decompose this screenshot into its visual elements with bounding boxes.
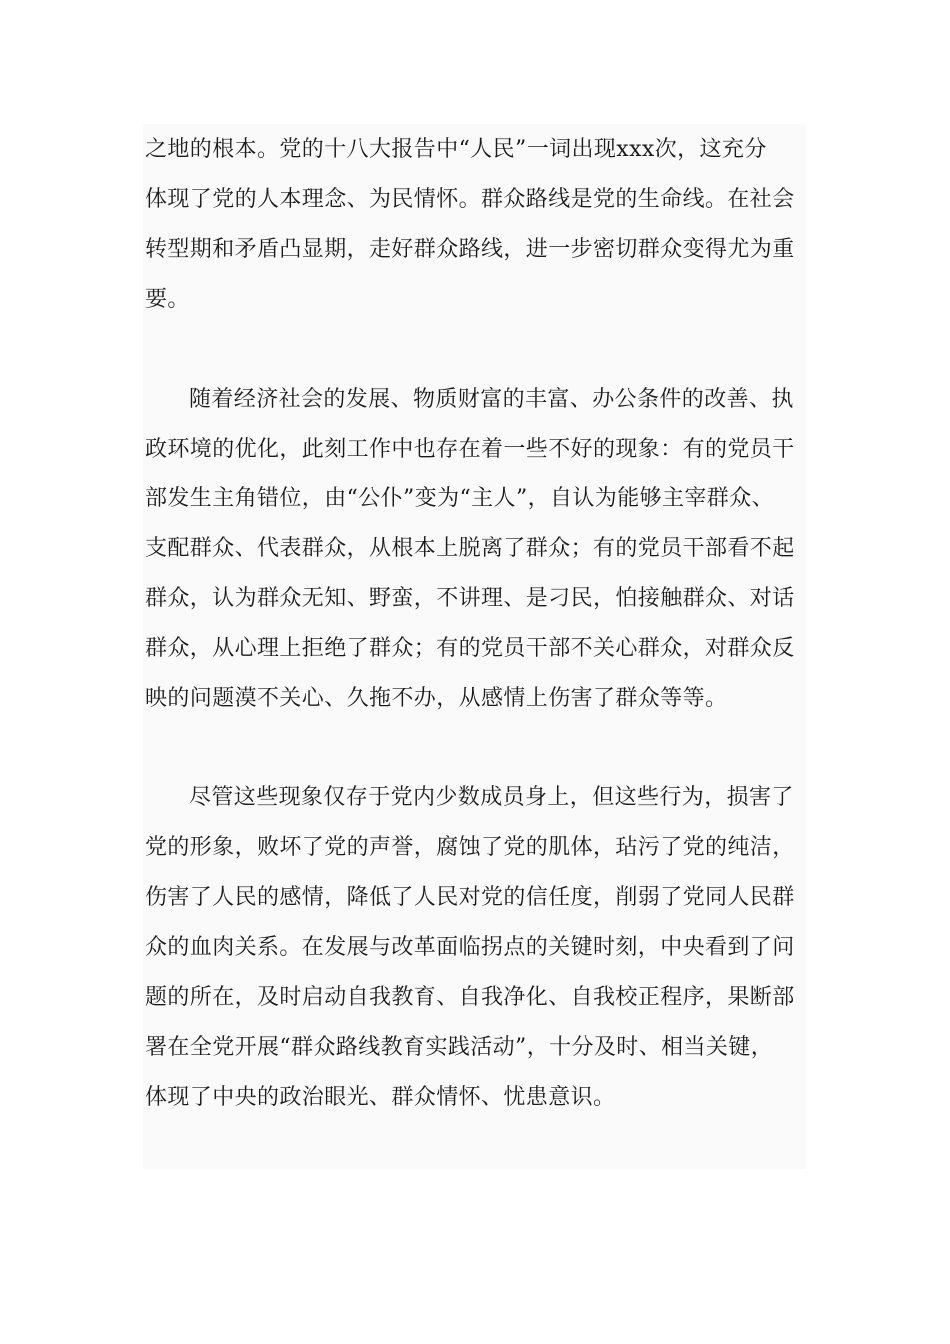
paragraph-2-line-6: 群众，从心理上拒绝了群众；有的党员干部不关心群众，对群众反 [145, 636, 795, 661]
paragraph-1-line-3: 转型期和矛盾凸显期，走好群众路线，进一步密切群众变得尤为重 [145, 237, 795, 262]
paragraph-2-line-2: 政环境的优化，此刻工作中也存在着一些不好的现象：有的党员干 [145, 437, 795, 462]
paragraph-3-line-2: 党的形象，败坏了党的声誉，腐蚀了党的肌体，玷污了党的纯洁， [145, 835, 795, 860]
paragraph-3-line-6: 署在全党开展“群众路线教育实践活动”，十分及时、相当关键， [145, 1035, 774, 1060]
paragraph-3-line-7: 体现了中央的政治眼光、群众情怀、忧患意识。 [145, 1085, 616, 1110]
paragraph-1-line-2: 体现了党的人本理念、为民情怀。群众路线是党的生命线。在社会 [145, 187, 795, 212]
paragraph-2-line-3: 部发生主角错位，由“公仆”变为“主人”，自认为能够主宰群众、 [145, 486, 774, 511]
paragraph-3-line-3: 伤害了人民的感情，降低了人民对党的信任度，削弱了党同人民群 [145, 885, 795, 910]
document-page [143, 124, 806, 1169]
paragraph-2-line-5: 群众，认为群众无知、野蛮，不讲理、是刁民，怕接触群众、对话 [145, 586, 795, 611]
paragraph-2-line-4: 支配群众、代表群众，从根本上脱离了群众；有的党员干部看不起 [145, 536, 795, 561]
paragraph-3-line-4: 众的血肉关系。在发展与改革面临拐点的关键时刻，中央看到了问 [145, 935, 795, 960]
paragraph-3-line-5: 题的所在，及时启动自我教育、自我净化、自我校正程序，果断部 [145, 985, 795, 1010]
paragraph-2-line-1: 随着经济社会的发展、物质财富的丰富、办公条件的改善、执 [189, 387, 794, 412]
paragraph-1-line-4: 要。 [145, 287, 190, 312]
paragraph-3-line-1: 尽管这些现象仅存于党内少数成员身上，但这些行为，损害了 [189, 785, 794, 810]
paragraph-1-line-1: 之地的根本。党的十八大报告中“人民”一词出现xxx次，这充分 [145, 137, 767, 162]
paragraph-2-line-7: 映的问题漠不关心、久拖不办，从感情上伤害了群众等等。 [145, 686, 728, 711]
